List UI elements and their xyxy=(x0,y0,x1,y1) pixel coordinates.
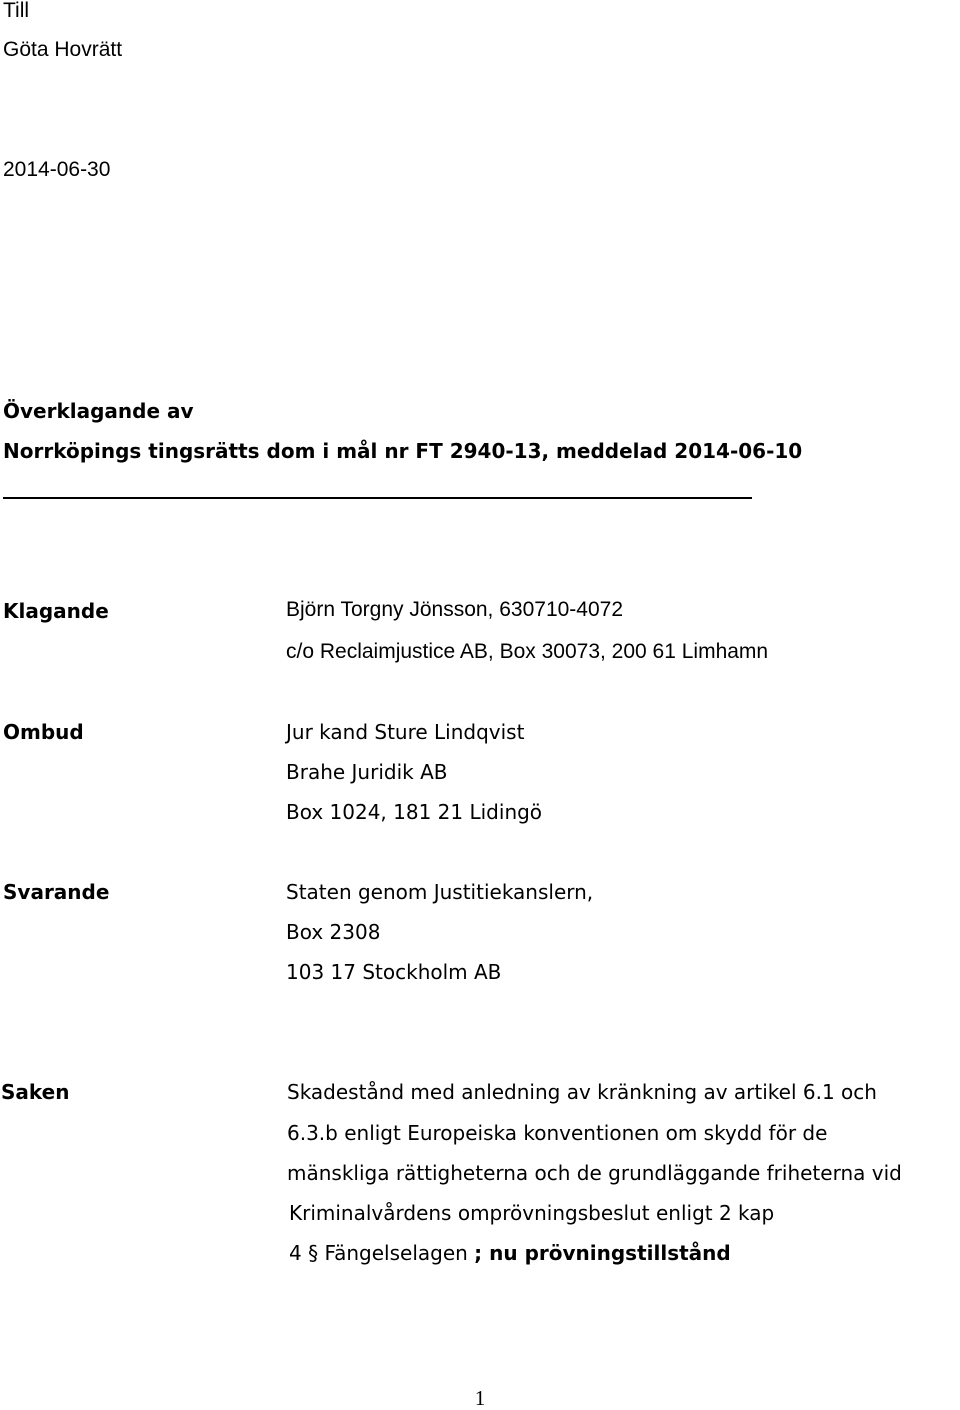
ombud-label: Ombud xyxy=(3,720,84,744)
klagande-label: Klagande xyxy=(3,599,109,623)
klagande-line-1: Björn Torgny Jönsson, 630710-4072 xyxy=(286,598,624,621)
saken-line-5-prefix: 4 § Fängelselagen xyxy=(289,1241,475,1265)
page-number: 1 xyxy=(474,1386,486,1410)
saken-line-5 xyxy=(289,1241,731,1265)
klagande-line-2: c/o Reclaimjustice AB, Box 30073, 200 61 Limhamn xyxy=(286,640,769,663)
saken-label: Saken xyxy=(1,1080,70,1104)
saken-line-3: mänskliga rättigheterna och de grundläggande friheterna vid xyxy=(287,1161,902,1185)
heading-underline xyxy=(3,497,752,499)
svarande-line-2: Box 2308 xyxy=(286,920,381,944)
svarande-line-1: Staten genom Justitiekanslern, xyxy=(286,880,594,904)
heading-line-2: Norrköpings tingsrätts dom i mål nr FT 2940-13, meddelad 2014-06-10 xyxy=(3,439,803,463)
ombud-line-1: Jur kand Sture Lindqvist xyxy=(286,720,525,744)
ombud-line-3: Box 1024, 181 21 Lidingö xyxy=(286,800,543,824)
heading-line-1: Överklagande av xyxy=(3,399,194,423)
svarande-line-3: 103 17 Stockholm AB xyxy=(286,960,502,984)
document-date: 2014-06-30 xyxy=(3,158,111,181)
saken-line-1: Skadestånd med anledning av kränkning av artikel 6.1 och xyxy=(287,1080,877,1104)
saken-line-4: Kriminalvårdens omprövningsbeslut enligt 2 kap xyxy=(289,1201,775,1225)
saken-line-5-emphasis: ; nu prövningstillstånd xyxy=(474,1241,731,1265)
saken-line-2: 6.3.b enligt Europeiska konventionen om skydd för de xyxy=(287,1121,828,1145)
recipient-line-1: Till xyxy=(3,0,30,22)
ombud-line-2: Brahe Juridik AB xyxy=(286,760,448,784)
recipient-line-2: Göta Hovrätt xyxy=(3,38,123,61)
svarande-label: Svarande xyxy=(3,880,110,904)
